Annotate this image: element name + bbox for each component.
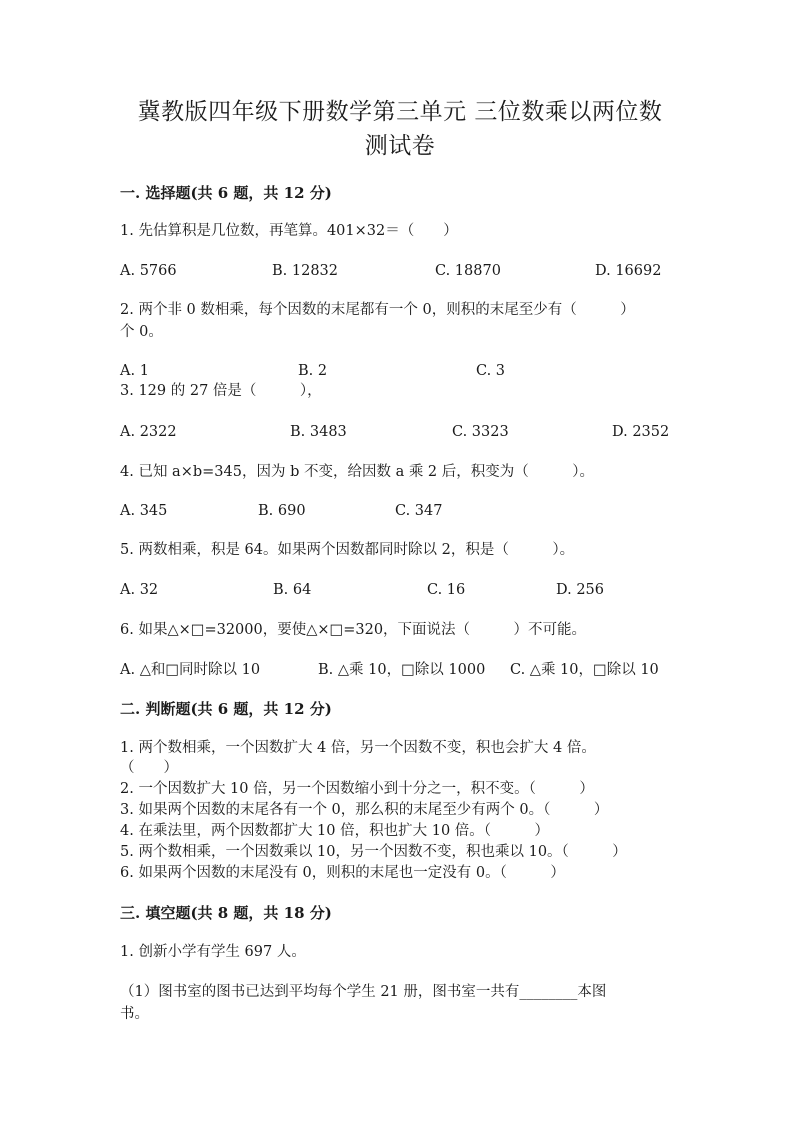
- q3-option-c: C. 3323: [452, 424, 509, 440]
- q4-option-a: A. 345: [120, 503, 168, 519]
- q6-option-c: C. △乘 10，□除以 10: [510, 662, 659, 678]
- q2-option-b: B. 2: [298, 363, 328, 379]
- q5-option-b: B. 64: [273, 582, 312, 598]
- question-6-stem: 6. 如果△×□=32000，要使△×□=320，下面说法（ ）不可能。: [120, 622, 587, 638]
- judge-item-6: 6. 如果两个因数的末尾没有 0，则积的末尾也一定没有 0。（ ）: [120, 865, 565, 881]
- question-1-stem: 1. 先估算积是几位数，再笔算。401×32＝（ ）: [120, 223, 458, 239]
- q5-option-a: A. 32: [120, 582, 159, 598]
- q2-option-c: C. 3: [476, 363, 506, 379]
- question-2-stem-line-1: 2. 两个非 0 数相乘，每个因数的末尾都有一个 0，则积的末尾至少有（ ）: [120, 302, 635, 318]
- q6-option-a: A. △和□同时除以 10: [120, 662, 261, 678]
- section-heading-fill: 三. 填空题(共 8 题，共 18 分): [120, 904, 332, 922]
- q1-option-c: C. 18870: [435, 263, 501, 279]
- judge-item-4: 4. 在乘法里，两个因数都扩大 10 倍，积也扩大 10 倍。（ ）: [120, 823, 550, 839]
- q2-option-a: A. 1: [120, 363, 149, 379]
- q4-option-c: C. 347: [395, 503, 443, 519]
- q3-option-b: B. 3483: [290, 424, 347, 440]
- q3-option-d: D. 2352: [612, 424, 670, 440]
- q1-option-b: B. 12832: [272, 263, 339, 279]
- q5-option-d: D. 256: [556, 582, 605, 598]
- judge-item-1: 1. 两个数相乘，一个因数扩大 4 倍，另一个因数不变，积也会扩大 4 倍。: [120, 740, 596, 756]
- fill-question-1-sub-1-line-2: 书。: [120, 1006, 149, 1022]
- judge-item-1-bracket: （ ）: [120, 760, 178, 776]
- fill-question-1-sub-1-line-1: （1）图书室的图书已达到平均每个学生 21 册，图书室一共有________本图: [120, 984, 607, 1000]
- judge-item-5: 5. 两个数相乘，一个因数乘以 10，另一个因数不变，积也乘以 10。（ ）: [120, 844, 627, 860]
- q1-option-d: D. 16692: [595, 263, 662, 279]
- exam-title-line-1: 冀教版四年级下册数学第三单元 三位数乘以两位数: [137, 99, 663, 125]
- exam-title-line-2: 测试卷: [364, 133, 436, 159]
- q4-option-b: B. 690: [258, 503, 306, 519]
- section-heading-choice: 一. 选择题(共 6 题，共 12 分): [120, 184, 332, 202]
- q5-option-c: C. 16: [427, 582, 466, 598]
- question-5-stem: 5. 两数相乘，积是 64。如果两个因数都同时除以 2，积是（ ）。: [120, 542, 575, 558]
- judge-item-2: 2. 一个因数扩大 10 倍，另一个因数缩小到十分之一，积不变。（ ）: [120, 781, 594, 797]
- judge-item-3: 3. 如果两个因数的末尾各有一个 0，那么积的末尾至少有两个 0。（ ）: [120, 802, 609, 818]
- question-4-stem: 4. 已知 a×b=345，因为 b 不变，给因数 a 乘 2 后，积变为（ ）。: [120, 464, 595, 480]
- section-heading-judge: 二. 判断题(共 6 题，共 12 分): [120, 700, 332, 718]
- q3-option-a: A. 2322: [120, 424, 177, 440]
- fill-question-1: 1. 创新小学有学生 697 人。: [120, 944, 306, 960]
- question-3-stem: 3. 129 的 27 倍是（ ），: [120, 383, 322, 399]
- q1-option-a: A. 5766: [120, 263, 177, 279]
- question-2-stem-line-2: 个 0。: [120, 324, 163, 340]
- q6-option-b: B. △乘 10，□除以 1000: [318, 662, 486, 678]
